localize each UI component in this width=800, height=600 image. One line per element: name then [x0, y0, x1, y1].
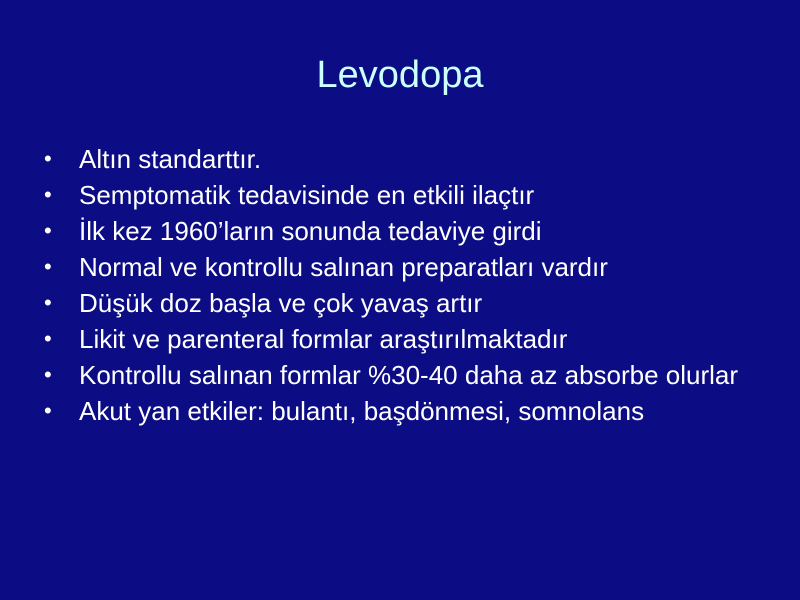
bullet-dot-icon: •	[44, 254, 52, 279]
bullet-text: Normal ve kontrollu salınan preparatları vardır	[79, 252, 608, 282]
bullet-list	[44, 144, 744, 432]
bullet-item	[44, 216, 744, 246]
bullet-item	[44, 360, 744, 390]
bullet-dot-icon: •	[44, 398, 52, 423]
bullet-text: Altın standarttır.	[79, 144, 262, 174]
bullet-text: Düşük doz başla ve çok yavaş artır	[79, 288, 483, 318]
bullet-dot-icon: •	[44, 290, 52, 315]
bullet-dot-icon: •	[44, 182, 52, 207]
bullet-item	[44, 396, 744, 426]
slide-title: Levodopa	[316, 54, 484, 96]
bullet-item	[44, 180, 744, 210]
bullet-text: Kontrollu salınan formlar %30-40 daha az absorbe olurlar	[79, 360, 739, 390]
bullet-text: Likit ve parenteral formlar araştırılmaktadır	[79, 324, 568, 354]
bullet-text: Akut yan etkiler: bulantı, başdönmesi, somnolans	[79, 396, 645, 426]
bullet-text: Semptomatik tedavisinde en etkili ilaçtır	[79, 180, 535, 210]
bullet-dot-icon: •	[44, 146, 52, 171]
bullet-dot-icon: •	[44, 326, 52, 351]
bullet-item	[44, 324, 744, 354]
bullet-item	[44, 144, 744, 174]
bullet-dot-icon: •	[44, 218, 52, 243]
bullet-item	[44, 252, 744, 282]
bullet-text: İlk kez 1960’ların sonunda tedaviye girdi	[79, 216, 542, 246]
bullet-dot-icon: •	[44, 362, 52, 387]
bullet-item	[44, 288, 744, 318]
